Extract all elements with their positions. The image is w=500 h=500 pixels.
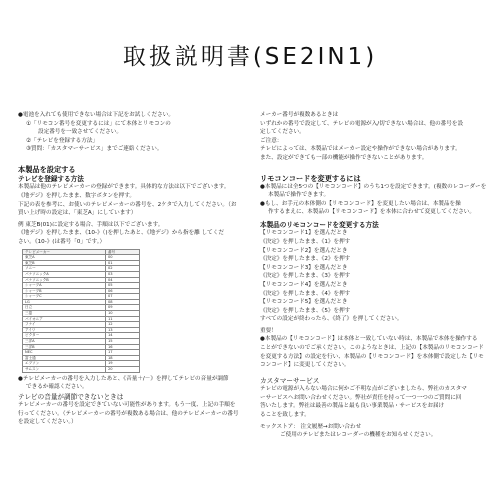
maker-code-cell: 20 (106, 367, 140, 373)
maker-name-cell: エプソン (23, 361, 106, 367)
maker-code-cell: 08 (106, 299, 140, 305)
contact-line: ご使用のテレビまたはレコーダーの機種をお知らせください。 (280, 432, 437, 439)
step-line: 【リモコンコード1】を選んだとき (260, 230, 348, 237)
table-row (23, 367, 140, 373)
step-line: 【リモコンコード5】を選んだとき (260, 299, 348, 306)
maker-code-cell: 05 (106, 283, 140, 289)
maker-name-cell: LG (23, 299, 106, 305)
left-column (18, 112, 250, 428)
battery-note: ●電池を入れても使用できない場合は下記をお試しください。 ①「リモコン番号を変更するには」にて本体とリモコンの 設定番号を一致させてください。 ②「テレビを登録する方法」 ③質問：「カスタマーサービス」までご連絡ください。 (18, 112, 174, 153)
change-code-heading: 本製品のリモコンコードを変更する方法 (260, 220, 379, 229)
table-body (23, 255, 140, 372)
maker-code-cell: 10 (106, 311, 140, 317)
important-heading: 重要！ (260, 327, 277, 334)
maker-code-cell: 06 (106, 288, 140, 294)
maker-code-cell: 18 (106, 355, 140, 361)
customer-service-text: テレビの電源が入らない場合に何かご不明な点がございましたら、弊社のカスタマ ーサービスへお問い合わせください。弊社が責任を持って一つ一つのご質問に回 答いたします。弊社は最善の製品と最も良い事業製品・サービスをお届け ることを致します。 (260, 386, 467, 419)
maker-name-cell: パイオニア (23, 316, 106, 322)
maker-name-cell: ビクター (23, 333, 106, 339)
after-table-note: ●テレビメーカーの番号を入力したあと、《音量＋/－》を押してテレビの音量が調節 できるか確認ください。 (18, 375, 229, 391)
step-line: 【リモコンコード3】を選んだとき (260, 264, 348, 271)
maker-code-cell: 09 (106, 305, 140, 311)
maker-code-cell: 01 (106, 260, 140, 266)
table-header-code: 番号 (106, 249, 140, 255)
not-operable-heading: テレビの音量が調節できないときは (18, 392, 124, 401)
maker-code-cell: 11 (106, 316, 140, 322)
remote-code-heading: リモコンコードを変更するには (260, 173, 361, 183)
step-line: 《決定》を押したまま、《2》を押す (260, 256, 351, 263)
step-line: 《決定》を押したまま、《3》を押す (260, 273, 351, 280)
maker-code-cell: 15 (106, 339, 140, 345)
change-code-steps (260, 230, 488, 324)
step-line: 《決定》を押したまま、《4》を押す (260, 290, 351, 297)
right-column (260, 112, 488, 441)
maker-code-cell: 00 (106, 255, 140, 261)
maker-code-cell: 03 (106, 271, 140, 277)
maker-name-cell: サムスン (23, 367, 106, 373)
maker-name-cell: 富士通 (23, 355, 106, 361)
not-operable-text: テレビメーカーの番号を設定できていない可能性があります。もう一度、上記の手順を 行ってください。（テレビメーカーの番号が複数ある場合は、他のテレビメーカーの番号 を設定してください。） (18, 402, 239, 426)
maker-name-cell: パナソニックA (23, 271, 106, 277)
maker-name-cell: シャープB (23, 288, 106, 294)
maker-name-cell: 三洋B (23, 344, 106, 350)
step-line: 《決定》を押したまま、《5》を押す (260, 307, 351, 314)
maker-name-cell: パナソニックB (23, 277, 106, 283)
maker-code-cell: 19 (106, 361, 140, 367)
tv-register-heading: テレビを登録する方法 (18, 174, 84, 183)
step-line: 【リモコンコード2】を選んだとき (260, 247, 348, 254)
maker-name-cell: シャープA (23, 283, 106, 289)
maker-code-cell: 13 (106, 327, 140, 333)
maker-name-cell: ソニー (23, 266, 106, 272)
maker-code-cell: 14 (106, 333, 140, 339)
multi-code-text: いずれかの番号で設定して、テレビの電源が入/切できない場合は、他の番号を設 定してください。 ご注意： テレビによっては、本製品ではメーカー設定や操作ができない場合があります。 また、設定ができても一部の機能が操作できないことがあります。 (260, 120, 464, 161)
important-text: ●本製品の【リモコンコード】は本体と一致していない時は、本製品で本体を操作する ことができないのでご承ください。このようなときは、上記の【本製品のリモコンコード を変更する方法】の設定を行い、本製品の【リモコンコード】を本体側で設定した【リモ コンコード】に変更してください。 (260, 336, 484, 369)
maker-name-cell: 東芝A (23, 255, 106, 261)
step-line: すべての設定が終わったら、《終了》を押してください。 (260, 316, 403, 323)
maker-code-cell: 17 (106, 350, 140, 356)
step-line: 【リモコンコード4】を選んだとき (260, 281, 348, 288)
contact-info (260, 424, 488, 440)
maker-name-cell: 日立 (23, 305, 106, 311)
tv-register-text: 本製品は他のテレビメーカーの登録ができます。具体的な方法は以下でございます。 《地デジ》を押したまま、数字ボタンを押す。 下記の表を参考に、お使いのテレビメーカーの番号を、2ケタで入力してください。（お 買い上げ時の設定は、「東芝A」にしています） 例 東芝B(01)に設定する場合、手順は以下でございます。 《地デジ》を押したまま、《10-》（)を押したあと、《地デジ》から指を離 してくだ さい。《10-》(は番号「0」です。） (18, 184, 237, 245)
usage-heading: 本製品を設定する (18, 164, 76, 174)
maker-name-cell: 三洋A (23, 339, 106, 345)
page-title: 取扱説明書(SE2IN1) (122, 44, 378, 70)
table-header-maker: テレビメーカー (23, 249, 106, 255)
step-line: 《決定》を押したまま、《1》を押す (260, 238, 351, 245)
maker-code-cell: 16 (106, 344, 140, 350)
maker-name-cell: NEC (23, 350, 106, 356)
contact-label: モックストア： (260, 423, 299, 430)
maker-code-cell: 04 (106, 277, 140, 283)
maker-name-cell: シャープC (23, 294, 106, 300)
contact-line: 注文履歴→お問い合わせ (300, 423, 362, 430)
remote-code-text: ●本製品には全5つの【リモコンコード】のうち1つを設定できます。(複数のレコーダーを 本製品で操作できます。 ●もし、お手元の本体側の【リモコンコード】を変更したい場合は、本製品を操 作するまえに、本製品の【リモコンコード】を本体に合わせて変更してください。 (260, 183, 487, 216)
maker-name-cell: 三菱 (23, 311, 106, 317)
maker-name-cell: フナイ (23, 322, 106, 328)
multi-code-heading: メーカー番号が複数あるときは (260, 112, 339, 118)
maker-code-cell: 12 (106, 322, 140, 328)
maker-name-cell: 東芝B (23, 260, 106, 266)
customer-service-heading: カスタマーサービス (260, 376, 320, 385)
maker-name-cell: アイワ (23, 327, 106, 333)
maker-code-table (22, 249, 140, 373)
maker-code-cell: 07 (106, 294, 140, 300)
maker-code-cell: 02 (106, 266, 140, 272)
